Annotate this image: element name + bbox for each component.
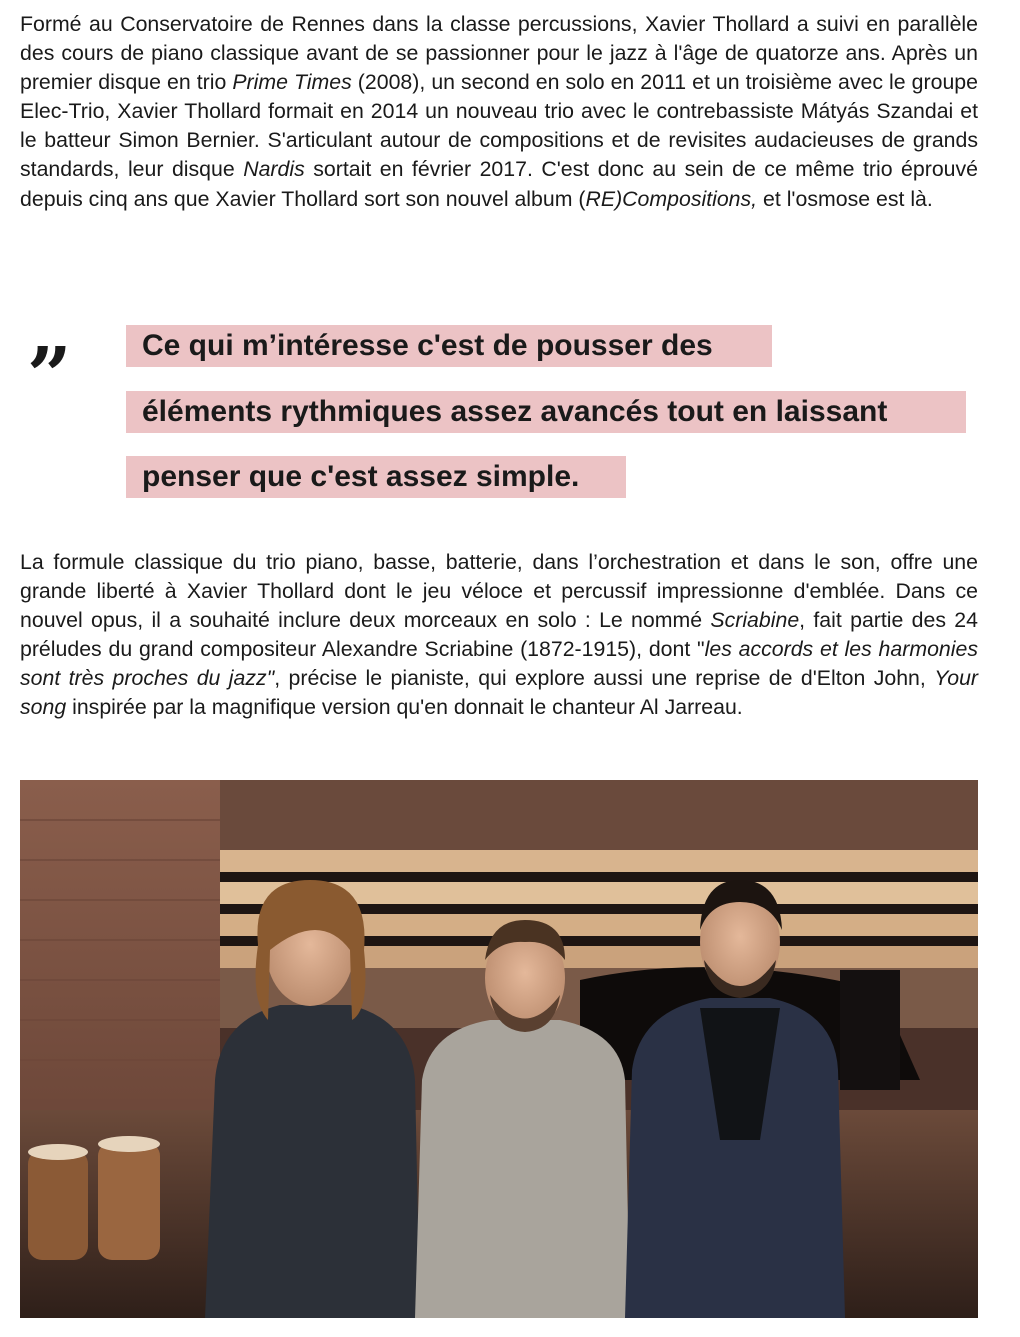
- trio-photo: [20, 780, 978, 1318]
- pianist-citation: les accords et les harmonies sont très proches du jazz": [20, 637, 978, 691]
- pull-quote-line-3: penser que c'est assez simple.: [126, 456, 626, 498]
- title-your-song: Your song: [20, 666, 979, 720]
- trio-photo-illustration: [20, 780, 978, 1318]
- pull-quote-line-1: Ce qui m’intéresse c'est de pousser des: [126, 325, 772, 367]
- title-scriabine: Scriabine: [710, 608, 800, 633]
- album-title-prime-times: Prime Times: [232, 70, 352, 95]
- album-title-nardis: Nardis: [243, 157, 305, 182]
- intro-paragraph: Formé au Conservatoire de Rennes dans la classe percussions, Xavier Thollard a suivi en parallèle des cours de piano classique avant de se passionner pour le jazz à l'âge de quatorze ans. Après un premier disque en trio Prime Times (2008), un second en solo en 2011 et un troisième avec le groupe Elec-Trio, Xavier Thollard formait en 2014 un nouveau trio avec le contrebassiste Mátyás Szandai et le batteur Simon Bernier. S'articulant autour de compositions et de revisites audacieuses de grands standards, leur disque Nardis sortait en février 2017. C'est donc au sein de ce même trio éprouvé depuis cinq ans que Xavier Thollard sort son nouvel album (RE)Compositions, et l'osmose est là.: [20, 12, 978, 211]
- pull-quote-line-2: éléments rythmiques assez avancés tout en laissant: [126, 391, 966, 433]
- quote-marks-icon: “: [26, 291, 71, 383]
- album-title-recompositions: RE)Compositions,: [585, 186, 758, 211]
- body-paragraph: La formule classique du trio piano, basse, batterie, dans l’orchestration et dans le son, offre une grande liberté à Xavier Thollard dont le jeu véloce et percussif impressionne d'emblée. Dans ce nouvel opus, il a souhaité inclure deux morceaux en solo : Le nommé Scriabine, fait partie des 24 préludes du grand compositeur Alexandre Scriabine (1872-1915), dont "les accords et les harmonies sont très proches du jazz", précise le pianiste, qui explore aussi une reprise de d'Elton John, Your song inspirée par la magnifique version qu'en donnait le chanteur Al Jarreau.: [20, 550, 979, 720]
